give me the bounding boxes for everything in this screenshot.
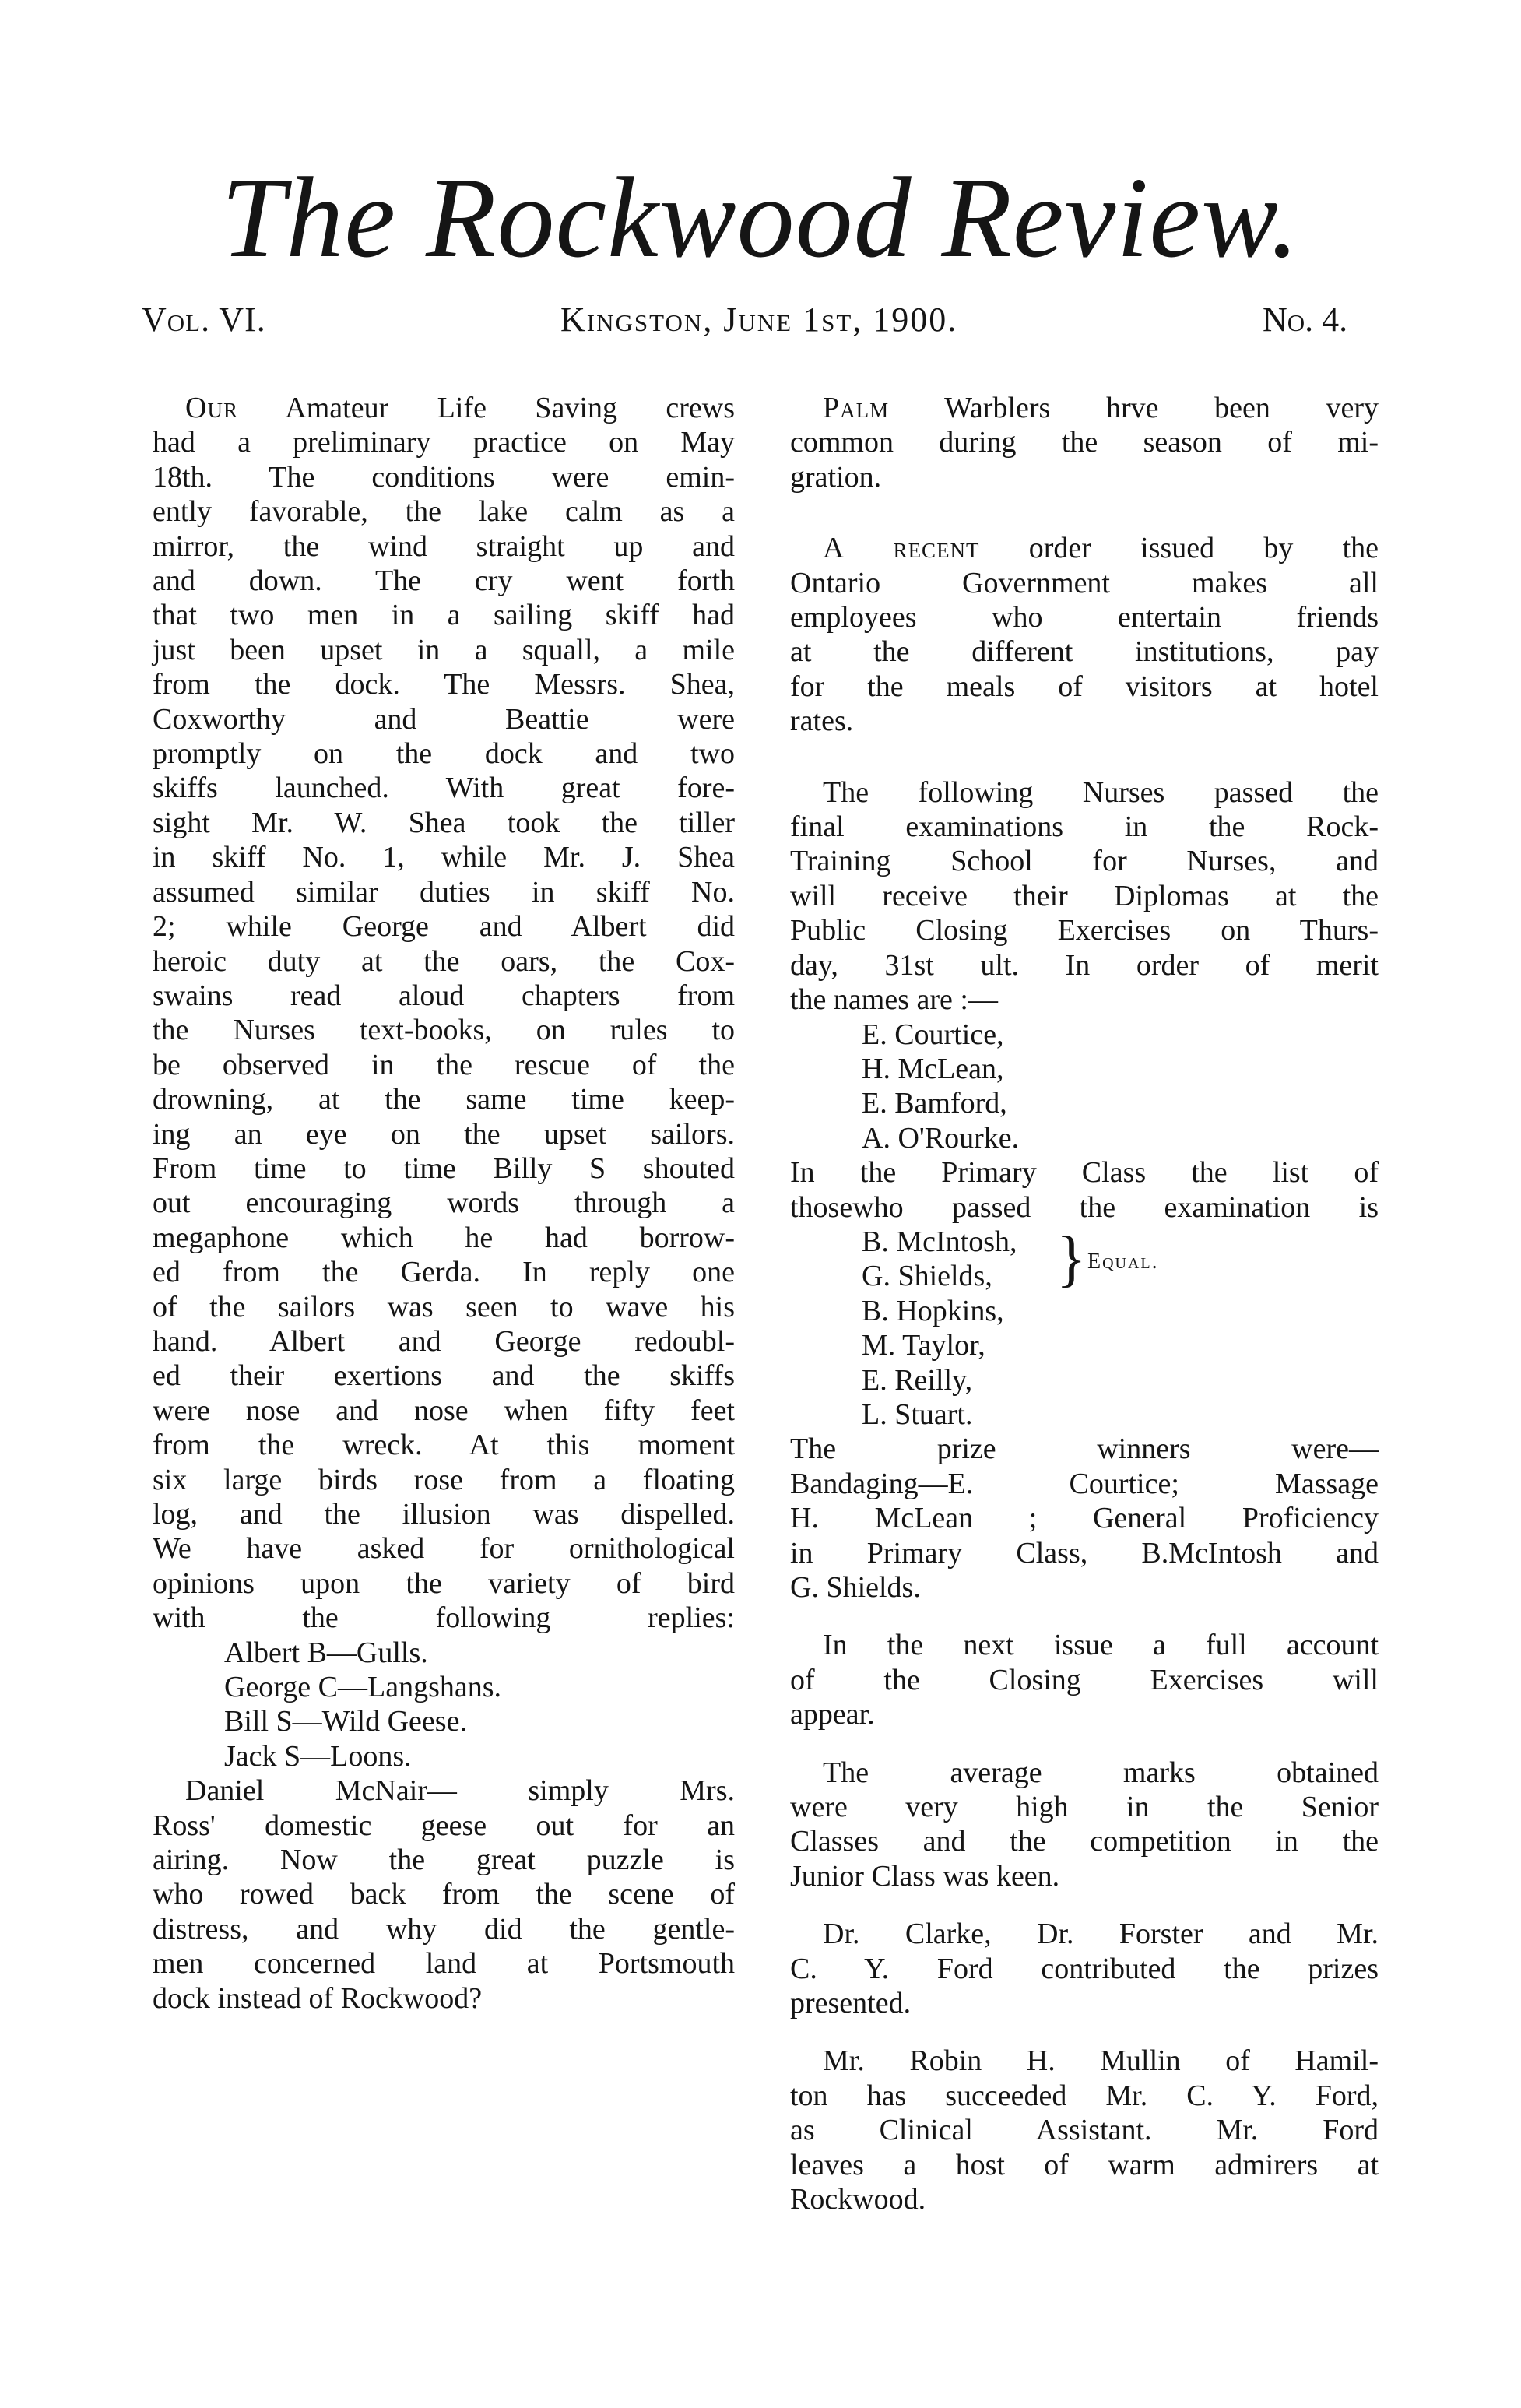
merit-list — [790, 1018, 1379, 1156]
text-line: Bill S—Wild Geese. — [224, 1705, 467, 1738]
text-line: mirror, the wind straight up and — [153, 529, 735, 563]
nurses-paragraph — [790, 775, 1379, 1018]
warblers-paragraph — [790, 425, 1379, 494]
text-line: rates. — [790, 705, 854, 738]
line-text: Amateur Life Saving crews — [237, 392, 735, 424]
text-line: We have asked for ornithological — [153, 1532, 735, 1566]
text-line: 2; while George and Albert did — [153, 910, 735, 944]
text-line: the Nurses text-books, on rules to — [153, 1014, 735, 1047]
text-line: B. McIntosh, — [862, 1225, 1017, 1258]
text-line: Rockwood. — [790, 2183, 926, 2216]
text-line: with the following replies: — [153, 1601, 735, 1635]
text-line: Mr. Robin H. Mullin of Hamil- — [823, 2044, 1379, 2078]
text-line: ing an eye on the upset sailors. — [153, 1117, 735, 1151]
text-line: dock instead of Rockwood? — [153, 1981, 483, 2015]
text-line: distress, and why did the gentle- — [153, 1912, 735, 1946]
text-line: Junior Class was keen. — [790, 1859, 1060, 1893]
replies-list — [153, 1636, 735, 1774]
text-line: From time to time Billy S shouted — [153, 1151, 735, 1185]
text-line: swains read aloud chapters from — [153, 979, 735, 1012]
text-line: were very high in the Senior — [790, 1791, 1379, 1824]
text-line: H. McLean ; General Proficiency — [790, 1502, 1379, 1535]
article-line — [790, 391, 1379, 425]
mullin-paragraph — [790, 2044, 1379, 2216]
issue-number: No. 4. — [1263, 301, 1348, 339]
article-line — [153, 391, 735, 425]
text-line: drowning, at the same time keep- — [153, 1083, 735, 1116]
text-line: Coxworthy and Beattie were — [153, 702, 735, 736]
text-line: heroic duty at the oars, the Cox- — [153, 944, 735, 978]
text-line: assumed similar duties in skiff No. — [153, 875, 735, 909]
text-line: that two men in a sailing skiff had — [153, 599, 735, 632]
text-line: who rowed back from the scene of — [153, 1878, 735, 1911]
text-line: from the dock. The Messrs. Shea, — [153, 668, 735, 701]
text-line: presented. — [790, 1987, 912, 2020]
masthead: The Rockwood Review. — [221, 154, 1300, 282]
text-line: B. Hopkins, — [862, 1294, 1004, 1327]
text-line: for the meals of visitors at hotel — [790, 670, 1379, 703]
text-line: were nose and nose when fifty feet — [153, 1394, 735, 1427]
text-line: The prize winners were— — [790, 1432, 1379, 1466]
text-line: employees who entertain friends — [790, 601, 1379, 635]
line-text: order issued by the — [979, 532, 1379, 565]
text-line: common during the season of mi- — [790, 426, 1379, 459]
text-line: ed from the Gerda. In reply one — [153, 1256, 735, 1289]
equal-label: Equal. — [1087, 1249, 1159, 1274]
text-line: ed their exertions and the skiffs — [153, 1359, 735, 1393]
text-line: appear. — [790, 1698, 875, 1731]
text-line: promptly on the dock and two — [153, 737, 735, 771]
article-closing — [153, 1773, 735, 2016]
text-line: Training School for Nurses, and — [790, 845, 1379, 878]
place-and-date: Kingston, June 1st, 1900. — [560, 301, 958, 339]
text-line: George C—Langshans. — [224, 1671, 502, 1704]
text-line: at the different institutions, pay — [790, 635, 1379, 669]
text-line: of the Closing Exercises will — [790, 1663, 1379, 1696]
text-line: In the next issue a full account — [823, 1629, 1379, 1662]
left-column — [153, 391, 735, 2016]
equal-group — [790, 1225, 1379, 1294]
text-line: L. Stuart. — [862, 1397, 973, 1431]
text-line: opinions upon the variety of bird — [153, 1566, 735, 1600]
text-line: men concerned land at Portsmouth — [153, 1947, 735, 1981]
text-line: C. Y. Ford contributed the prizes — [790, 1952, 1379, 1985]
volume-number: Vol. VI. — [142, 301, 266, 339]
text-line: The following Nurses passed the — [823, 775, 1379, 809]
text-line: gration. — [790, 460, 882, 494]
text-line: G. Shields, — [862, 1260, 992, 1293]
text-line: airing. Now the great puzzle is — [153, 1844, 735, 1877]
text-line: had a preliminary practice on May — [153, 426, 735, 459]
text-line: final examinations in the Rock- — [790, 810, 1379, 844]
text-line: In the Primary Class the list of — [790, 1156, 1379, 1190]
text-line: sight Mr. W. Shea took the tiller — [153, 806, 735, 839]
text-line: Ontario Government makes all — [790, 566, 1379, 599]
lead-word: Palm — [823, 392, 890, 424]
text-line: in skiff No. 1, while Mr. J. Shea — [153, 841, 735, 874]
text-line: E. Reilly, — [862, 1363, 973, 1397]
text-line: log, and the illusion was dispelled. — [153, 1498, 735, 1531]
prizes-paragraph — [790, 1432, 1379, 1605]
text-line: Dr. Clarke, Dr. Forster and Mr. — [823, 1918, 1379, 1951]
text-line: just been upset in a squall, a mile — [153, 633, 735, 666]
text-line: Albert B—Gulls. — [224, 1636, 428, 1669]
text-line: 18th. The conditions were emin- — [153, 460, 735, 494]
text-line: will receive their Diplomas at the — [790, 879, 1379, 912]
donors-paragraph — [790, 1917, 1379, 2020]
text-line: megaphone which he had borrow- — [153, 1221, 735, 1254]
text-line: as Clinical Assistant. Mr. Ford — [790, 2114, 1379, 2147]
primary-paragraph — [790, 1155, 1379, 1225]
text-line: E. Bamford, — [862, 1087, 1007, 1120]
text-line: Bandaging—E. Courtice; Massage — [790, 1467, 1379, 1500]
text-line: six large birds rose from a floating — [153, 1463, 735, 1496]
text-line: ton has succeeded Mr. C. Y. Ford, — [790, 2079, 1379, 2112]
line-text: Warblers hrve been very — [889, 392, 1379, 424]
brace-icon: } — [1056, 1224, 1087, 1293]
text-line: Public Closing Exercises on Thurs- — [790, 914, 1379, 947]
text-line: from the wreck. At this moment — [153, 1429, 735, 1462]
text-line: in Primary Class, B.McIntosh and — [790, 1536, 1379, 1570]
lead-word: A recent — [823, 532, 980, 565]
text-line: H. McLean, — [862, 1052, 1004, 1085]
text-line: A. O'Rourke. — [862, 1121, 1020, 1155]
text-line: hand. Albert and George redoubl- — [153, 1324, 735, 1358]
text-line: ently favorable, the lake calm as a — [153, 495, 735, 529]
text-line: of the sailors was seen to wave his — [153, 1290, 735, 1324]
text-line: skiffs launched. With great fore- — [153, 772, 735, 805]
text-line: and down. The cry went forth — [153, 564, 735, 598]
text-line: E. Courtice, — [862, 1018, 1004, 1051]
right-column — [790, 391, 1379, 2217]
text-line: G. Shields. — [790, 1571, 921, 1604]
text-line: the names are :— — [790, 983, 998, 1017]
text-line: The average marks obtained — [823, 1756, 1379, 1789]
text-line: be observed in the rescue of the — [153, 1048, 735, 1081]
text-line: Ross' domestic geese out for an — [153, 1809, 735, 1842]
text-line: Classes and the competition in the — [790, 1825, 1379, 1858]
article-body — [153, 425, 735, 1635]
text-line: leaves a host of warm admirers at — [790, 2148, 1379, 2181]
article-line — [790, 531, 1379, 565]
next-issue-paragraph — [790, 1628, 1379, 1731]
primary-list — [790, 1294, 1379, 1432]
text-line: Daniel McNair— simply Mrs. — [185, 1774, 735, 1808]
text-line: day, 31st ult. In order of merit — [790, 948, 1379, 982]
order-paragraph — [790, 566, 1379, 739]
text-line: out encouraging words through a — [153, 1186, 735, 1220]
lead-word: Our — [185, 392, 238, 424]
marks-paragraph — [790, 1756, 1379, 1894]
text-line: M. Taylor, — [862, 1329, 985, 1362]
text-line: thosewho passed the examination is — [790, 1190, 1379, 1224]
text-line: Jack S—Loons. — [224, 1739, 412, 1773]
